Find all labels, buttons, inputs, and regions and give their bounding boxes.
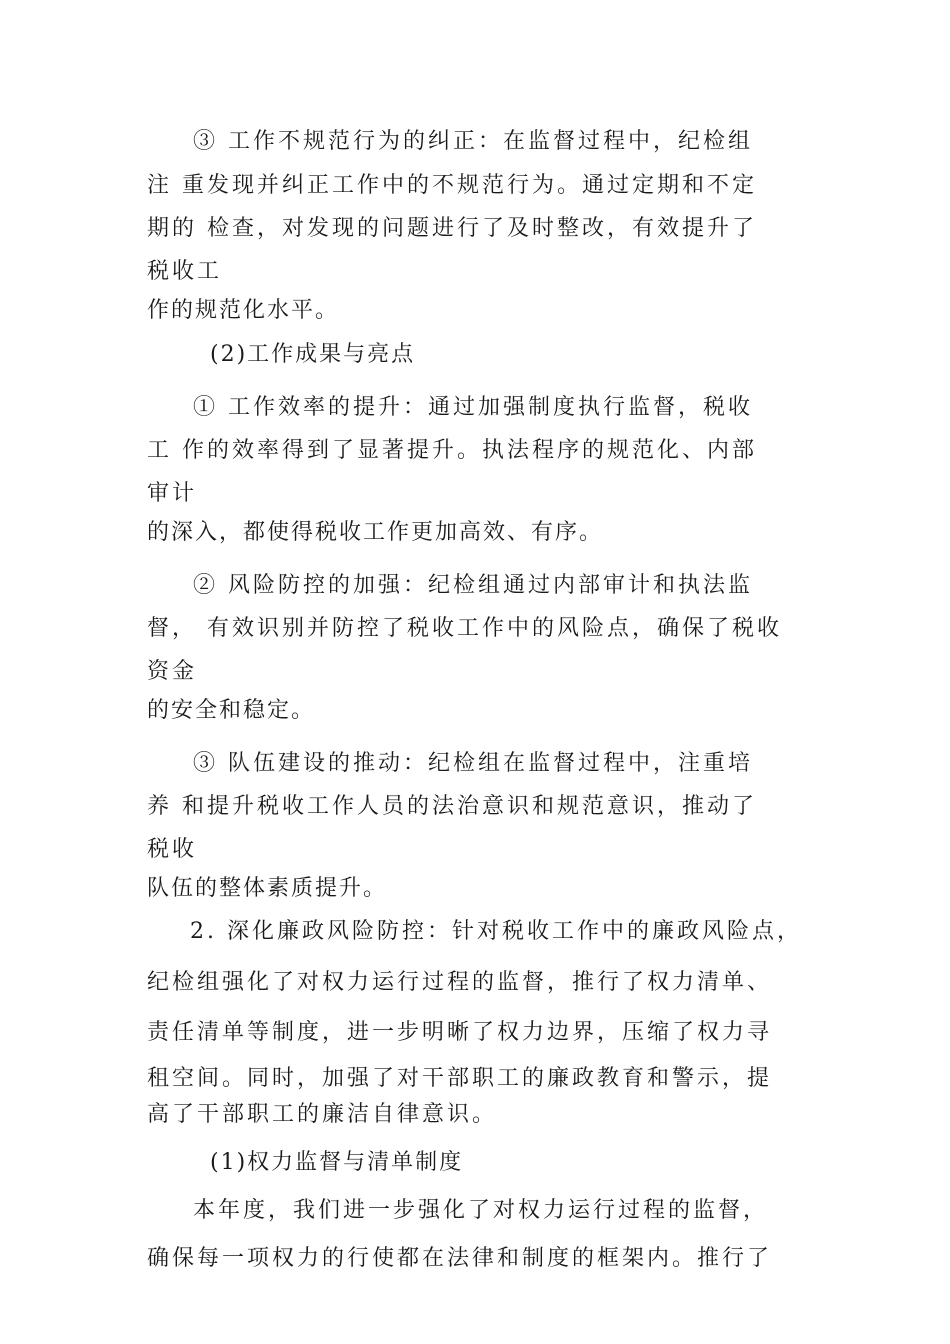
text-line: 的安全和稳定。 bbox=[147, 698, 316, 723]
text-line: 确保每一项权力的行使都在法律和制度的框架内。推行了 bbox=[147, 1246, 773, 1271]
text-line: ③ 队伍建设的推动：纪检组在监督过程中，注重培 bbox=[193, 751, 753, 776]
text-line: 督， 有效识别并防控了税收工作中的风险点，确保了税收 bbox=[147, 616, 782, 641]
text-line: 责任清单等制度，进一步明晰了权力边界，压缩了权力寻 bbox=[147, 1020, 773, 1045]
text-line: ① 工作效率的提升：通过加强制度执行监督，税收 bbox=[193, 395, 753, 420]
text-line: 注 重发现并纠正工作中的不规范行为。通过定期和不定 bbox=[147, 173, 757, 198]
text-line: 作的规范化水平。 bbox=[147, 298, 340, 323]
text-line: 队伍的整体素质提升。 bbox=[147, 876, 388, 901]
text-line: 养 和提升税收工作人员的法治意识和规范意识，推动了 bbox=[147, 794, 757, 819]
text-line: 纪检组强化了对权力运行过程的监督，推行了权力清单、 bbox=[147, 970, 773, 995]
section-heading: (2)工作成果与亮点 bbox=[210, 342, 416, 367]
text-line: 本年度，我们进一步强化了对权力运行过程的监督， bbox=[193, 1198, 769, 1223]
text-line: 期的 检查，对发现的问题进行了及时整改，有效提升了 bbox=[147, 216, 757, 241]
section-heading: (1)权力监督与清单制度 bbox=[210, 1150, 464, 1175]
text-line: 税收工 bbox=[147, 259, 223, 284]
text-line: ② 风险防控的加强：纪检组通过内部审计和执法监 bbox=[193, 573, 753, 598]
text-line: 高了干部职工的廉洁自律意识。 bbox=[147, 1102, 498, 1127]
text-line: 2. 深化廉政风险防控：针对税收工作中的廉政风险点， bbox=[190, 919, 802, 944]
text-line: 审计 bbox=[147, 481, 198, 506]
text-line: 资金 bbox=[147, 659, 198, 684]
text-line: 税收 bbox=[147, 837, 198, 862]
text-line: 租空间。同时，加强了对干部职工的廉政教育和警示，提 bbox=[147, 1066, 773, 1091]
text-line: 工 作的效率得到了显著提升。执法程序的规范化、内部 bbox=[147, 438, 757, 463]
text-line: 的深入，都使得税收工作更加高效、有序。 bbox=[147, 520, 604, 545]
text-line: ③ 工作不规范行为的纠正：在监督过程中，纪检组 bbox=[193, 129, 753, 154]
